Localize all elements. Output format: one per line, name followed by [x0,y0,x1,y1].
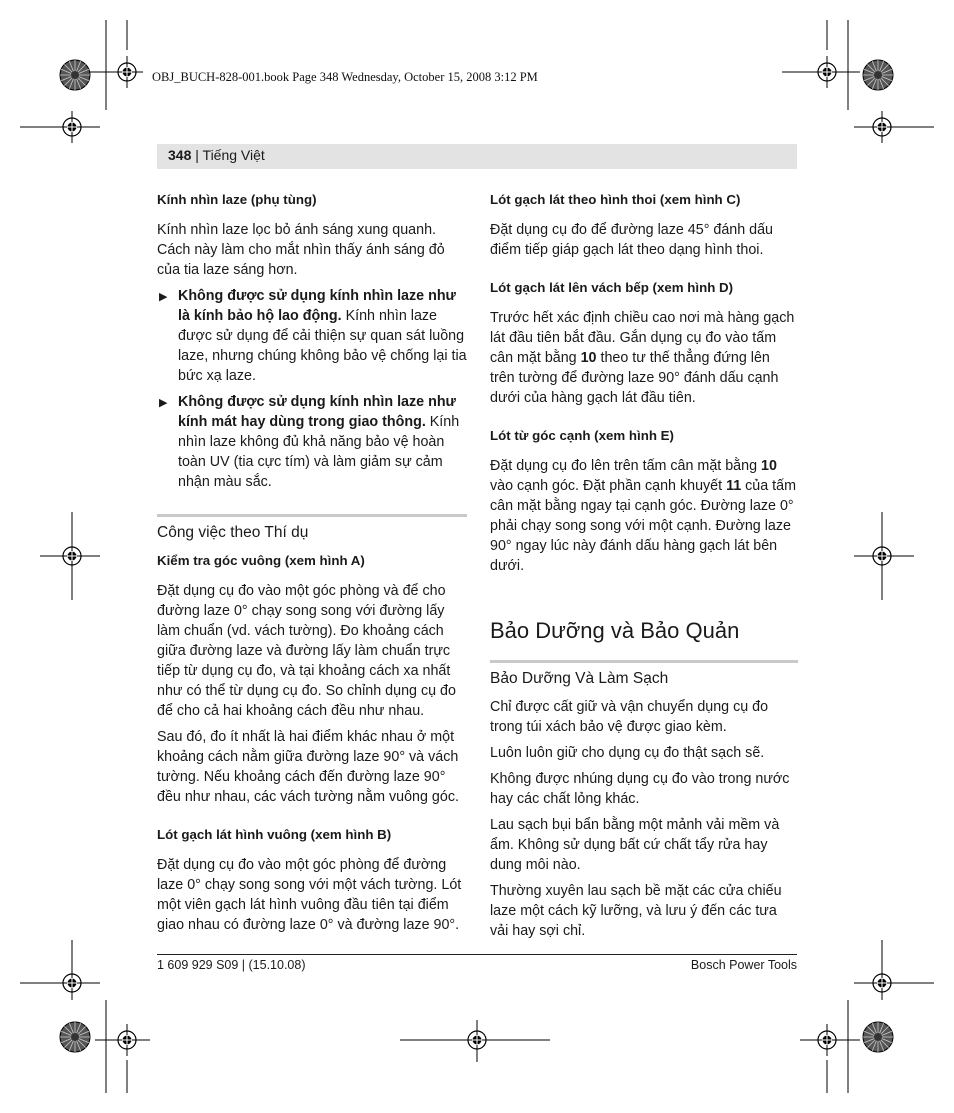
warning-2-text: Kính nhìn laze không đủ khả năng bảo vệ hoàn toàn UV (tia cực tím) và làm giảm sự cảm nhận màu sắc. [178,414,460,490]
maintenance-chapter-title: Bảo Dưỡng và Bảo Quản [490,618,740,643]
laser-glasses-heading: Kính nhìn laze (phụ tùng) [157,192,317,207]
corner-text-c: của tấm cân mặt bằng ngay tại cạnh góc. Đường laze 0° phải chạy song song với một cạnh. Đường laze 90° ngay lúc này đánh dấu hàng gạch lát bên dưới. [490,478,797,574]
bullet-triangle-icon: ▶ [159,291,168,303]
footer-rule [157,954,797,955]
kitchen-ref-number: 10 [580,350,597,366]
corner-tiles-heading: Lót từ góc cạnh (xem hình E) [490,428,674,443]
kitchen-text-b: theo tư thế thẳng đứng lên trên tường để đường laze 90° đánh dấu cạnh dưới của hàng gạch lát đầu tiên. [490,350,779,406]
maintenance-section-heading: Bảo Dưỡng Và Làm Sạch [490,670,669,687]
slug-line: OBJ_BUCH-828-001.book Page 348 Wednesday, October 15, 2008 3:12 PM [152,70,538,84]
warning-item-1 [157,286,467,386]
warning-1-bold: Không được sử dụng kính nhìn laze như là kính bảo hộ lao động. [178,288,456,324]
page-header [168,147,265,163]
bullet-triangle-icon: ▶ [159,397,168,409]
header-language: Tiếng Việt [202,147,265,163]
section-divider [490,660,798,689]
maintenance-p2: Luôn luôn giữ cho dụng cụ đo thật sạch sẽ. [490,745,765,761]
warning-1-text: Kính nhìn laze được sử dụng để cải thiện sự quan sát luồng laze, nhưng chúng không bảo vệ chống lại tia bức xạ laze. [178,308,467,384]
corner-text-a: Đặt dụng cụ đo lên trên tấm cân mặt bằng [490,458,762,474]
footer-doc-number: 1 609 929 S09 | (15.10.08) [157,958,306,972]
left-column [157,190,467,941]
diamond-tiles-text: Đặt dụng cụ đo để đường laze 45° đánh dấu điểm tiếp giáp gạch lát theo dạng hình thoi. [490,222,774,258]
check-angles-p2: Sau đó, đo ít nhất là hai điểm khác nhau ở một khoảng cách nằm giữa đường laze 90° và vách tường. Nếu khoảng cách đến đường laze 90° đều như nhau, các vách tường nằm vuông góc. [157,729,459,805]
kitchen-tiles-text [490,308,798,408]
footer-brand: Bosch Power Tools [690,958,797,972]
kitchen-text-a: Trước hết xác định chiều cao nơi mà hàng gạch lát đầu tiên bắt đầu. Gắn dụng cụ đo vào tấm cân mặt bằng [490,310,795,366]
page-number: 348 [168,147,192,163]
warning-2-bold: Không được sử dụng kính nhìn laze như kính mát hay dùng trong giao thông. [178,394,456,430]
corner-ref-number-1: 10 [761,458,777,474]
section-divider [157,514,467,543]
square-tiles-text: Đặt dụng cụ đo vào một góc phòng để đường laze 0° chạy song song với một vách tường. Lót một viên gạch lát hình vuông đầu tiên tại điểm giao nhau có đường laze 0° và đường laze 90°. [157,857,462,933]
kitchen-tiles-heading: Lót gạch lát lên vách bếp (xem hình D) [490,280,734,295]
warning-item-2 [157,392,467,492]
maintenance-p4: Lau sạch bụi bẩn bằng một mảnh vải mềm và ẩm. Không sử dụng bất cứ chất tẩy rửa hay dung môi nào. [490,817,780,873]
diamond-tiles-heading: Lót gạch lát theo hình thoi (xem hình C) [490,192,741,207]
maintenance-p5: Thường xuyên lau sạch bề mặt các cửa chiếu laze một cách kỹ lưỡng, và lưu ý đến các tưa vải hay sợi chỉ. [490,883,782,939]
header-separator: | [191,147,203,163]
square-tiles-heading: Lót gạch lát hình vuông (xem hình B) [157,827,392,842]
right-column [490,190,798,947]
corner-text-b: vào cạnh góc. Đặt phần cạnh khuyết [490,478,727,494]
corner-ref-number-2: 11 [726,478,742,494]
laser-glasses-text: Kính nhìn laze lọc bỏ ánh sáng xung quanh. Cách này làm cho mắt nhìn thấy ánh sáng đỏ của tia laze sáng hơn. [157,222,445,278]
check-angles-heading: Kiểm tra góc vuông (xem hình A) [157,553,365,568]
check-angles-p1: Đặt dụng cụ đo vào một góc phòng và để cho đường laze 0° chạy song song với đường lấy làm chuẩn (vd. vách tường). Đo khoảng cách giữa đường laze và đường lấy làm chuẩn trực tiếp từ dụng cụ đo, và tại khoảng cách xa nhất như có thể từ dụng cụ đo. So chỉnh dụng cụ đo để cho cả hai khoảng cách đều như nhau. [157,583,456,719]
maintenance-p1: Chỉ được cất giữ và vận chuyển dụng cụ đo trong túi xách bảo vệ được giao kèm. [490,699,769,735]
corner-tiles-text [490,456,798,576]
maintenance-p3: Không được nhúng dụng cụ đo vào trong nước hay các chất lỏng khác. [490,771,790,807]
work-examples-heading: Công việc theo Thí dụ [157,524,309,541]
